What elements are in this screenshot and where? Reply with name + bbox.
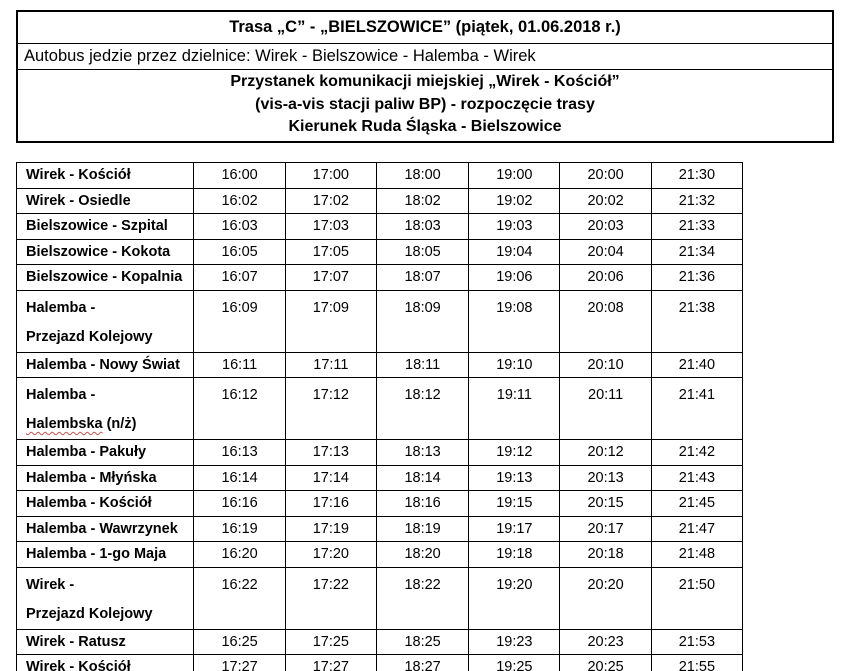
time-cell: 21:45 <box>651 491 742 517</box>
time-cell: 17:27 <box>194 655 285 671</box>
table-row <box>17 188 743 214</box>
stop-name-cell: Wirek - Ratusz <box>17 629 194 655</box>
table-row <box>17 214 743 240</box>
time-cell: 16:02 <box>194 188 285 214</box>
time-cell: 19:11 <box>469 378 560 440</box>
time-cell: 21:55 <box>651 655 742 671</box>
stop-name-cell: Halemba - Nowy Świat <box>17 352 194 378</box>
time-cell: 20:10 <box>560 352 651 378</box>
time-cell: 20:03 <box>560 214 651 240</box>
stop-name-cell: Wirek - Kościół <box>17 655 194 671</box>
time-cell: 16:00 <box>194 163 285 189</box>
time-cell: 19:06 <box>469 265 560 291</box>
stop-name-cell: Halemba - Halembska (n/ż) <box>17 378 194 440</box>
stop-name-cell: Halemba - Kościół <box>17 491 194 517</box>
time-cell: 16:13 <box>194 440 285 466</box>
time-cell: 16:16 <box>194 491 285 517</box>
time-cell: 19:20 <box>469 567 560 629</box>
stop-name-suffix: (n/ż) <box>102 416 137 432</box>
table-row <box>17 465 743 491</box>
time-cell: 20:13 <box>560 465 651 491</box>
stop-name-cell: Bielszowice - Kopalnia <box>17 265 194 291</box>
table-row <box>17 239 743 265</box>
time-cell: 21:42 <box>651 440 742 466</box>
table-row <box>17 163 743 189</box>
table-row <box>17 352 743 378</box>
time-cell: 16:14 <box>194 465 285 491</box>
time-cell: 19:25 <box>469 655 560 671</box>
time-cell: 21:40 <box>651 352 742 378</box>
time-cell: 18:16 <box>376 491 468 517</box>
time-cell: 16:25 <box>194 629 285 655</box>
time-cell: 16:20 <box>194 542 285 568</box>
time-cell: 17:25 <box>285 629 376 655</box>
header-box <box>16 10 834 143</box>
time-cell: 21:48 <box>651 542 742 568</box>
time-cell: 20:23 <box>560 629 651 655</box>
time-cell: 20:18 <box>560 542 651 568</box>
time-cell: 16:03 <box>194 214 285 240</box>
time-cell: 20:25 <box>560 655 651 671</box>
time-cell: 21:50 <box>651 567 742 629</box>
time-cell: 19:08 <box>469 290 560 352</box>
time-cell: 17:07 <box>285 265 376 291</box>
time-cell: 16:11 <box>194 352 285 378</box>
time-cell: 20:20 <box>560 567 651 629</box>
time-cell: 17:20 <box>285 542 376 568</box>
time-cell: 17:00 <box>285 163 376 189</box>
time-cell: 20:15 <box>560 491 651 517</box>
time-cell: 20:00 <box>560 163 651 189</box>
stop-name-cell: Halemba - 1-go Maja <box>17 542 194 568</box>
time-cell: 18:09 <box>376 290 468 352</box>
time-cell: 20:04 <box>560 239 651 265</box>
table-row <box>17 567 743 629</box>
time-cell: 16:09 <box>194 290 285 352</box>
time-cell: 18:20 <box>376 542 468 568</box>
time-cell: 21:47 <box>651 516 742 542</box>
table-row <box>17 655 743 671</box>
time-cell: 18:11 <box>376 352 468 378</box>
time-cell: 21:34 <box>651 239 742 265</box>
time-cell: 19:15 <box>469 491 560 517</box>
stop-info-line-2: (vis-a-vis stacji paliw BP) - rozpoczęcie trasy <box>255 95 595 113</box>
time-cell: 17:27 <box>285 655 376 671</box>
time-cell: 19:18 <box>469 542 560 568</box>
time-cell: 19:03 <box>469 214 560 240</box>
page-title: Trasa „C” - „BIELSZOWICE” (piątek, 01.06.2018 r.) <box>229 18 621 36</box>
time-cell: 18:14 <box>376 465 468 491</box>
time-cell: 18:03 <box>376 214 468 240</box>
time-cell: 16:07 <box>194 265 285 291</box>
time-cell: 21:32 <box>651 188 742 214</box>
time-cell: 17:16 <box>285 491 376 517</box>
time-cell: 20:02 <box>560 188 651 214</box>
table-row <box>17 378 743 440</box>
time-cell: 21:53 <box>651 629 742 655</box>
time-cell: 18:13 <box>376 440 468 466</box>
table-row <box>17 265 743 291</box>
time-cell: 18:07 <box>376 265 468 291</box>
time-cell: 18:02 <box>376 188 468 214</box>
table-row <box>17 516 743 542</box>
time-cell: 21:41 <box>651 378 742 440</box>
table-row <box>17 542 743 568</box>
time-cell: 16:05 <box>194 239 285 265</box>
stop-name-cell: Halemba - Młyńska <box>17 465 194 491</box>
time-cell: 18:12 <box>376 378 468 440</box>
time-cell: 17:13 <box>285 440 376 466</box>
time-cell: 17:22 <box>285 567 376 629</box>
table-row <box>17 629 743 655</box>
stop-info-block <box>18 69 832 141</box>
time-cell: 18:19 <box>376 516 468 542</box>
time-cell: 21:43 <box>651 465 742 491</box>
time-cell: 17:14 <box>285 465 376 491</box>
time-cell: 20:08 <box>560 290 651 352</box>
time-cell: 17:19 <box>285 516 376 542</box>
stop-name-cell: Wirek - Przejazd Kolejowy <box>17 567 194 629</box>
time-cell: 19:23 <box>469 629 560 655</box>
timetable <box>16 162 743 671</box>
time-cell: 16:22 <box>194 567 285 629</box>
time-cell: 17:12 <box>285 378 376 440</box>
table-row <box>17 440 743 466</box>
time-cell: 17:02 <box>285 188 376 214</box>
time-cell: 19:12 <box>469 440 560 466</box>
stop-name-cell: Halemba - Wawrzynek <box>17 516 194 542</box>
time-cell: 16:19 <box>194 516 285 542</box>
table-row <box>17 290 743 352</box>
time-cell: 19:00 <box>469 163 560 189</box>
time-cell: 21:30 <box>651 163 742 189</box>
time-cell: 17:05 <box>285 239 376 265</box>
time-cell: 19:17 <box>469 516 560 542</box>
table-row <box>17 491 743 517</box>
time-cell: 19:13 <box>469 465 560 491</box>
time-cell: 16:12 <box>194 378 285 440</box>
time-cell: 20:11 <box>560 378 651 440</box>
time-cell: 21:33 <box>651 214 742 240</box>
time-cell: 18:05 <box>376 239 468 265</box>
time-cell: 18:27 <box>376 655 468 671</box>
time-cell: 18:00 <box>376 163 468 189</box>
stop-name-cell: Halemba - Pakuły <box>17 440 194 466</box>
time-cell: 17:11 <box>285 352 376 378</box>
stop-name-cell: Bielszowice - Szpital <box>17 214 194 240</box>
time-cell: 21:38 <box>651 290 742 352</box>
spellcheck-underlined-word: Halembska <box>26 416 103 432</box>
time-cell: 17:09 <box>285 290 376 352</box>
stop-name-cell: Wirek - Osiedle <box>17 188 194 214</box>
stop-info-line-3: Kierunek Ruda Śląska - Bielszowice <box>288 118 562 135</box>
time-cell: 19:02 <box>469 188 560 214</box>
stop-name-cell: Wirek - Kościół <box>17 163 194 189</box>
time-cell: 17:03 <box>285 214 376 240</box>
time-cell: 20:12 <box>560 440 651 466</box>
time-cell: 19:10 <box>469 352 560 378</box>
stop-info-line-1: Przystanek komunikacji miejskiej „Wirek - Kościół” <box>230 73 620 90</box>
stop-name-cell: Bielszowice - Kokota <box>17 239 194 265</box>
time-cell: 18:22 <box>376 567 468 629</box>
time-cell: 20:17 <box>560 516 651 542</box>
time-cell: 20:06 <box>560 265 651 291</box>
route-description: Autobus jedzie przez dzielnice: Wirek - Bielszowice - Halemba - Wirek <box>18 43 832 69</box>
time-cell: 18:25 <box>376 629 468 655</box>
time-cell: 19:04 <box>469 239 560 265</box>
stop-name-cell: Halemba - Przejazd Kolejowy <box>17 290 194 352</box>
time-cell: 21:36 <box>651 265 742 291</box>
